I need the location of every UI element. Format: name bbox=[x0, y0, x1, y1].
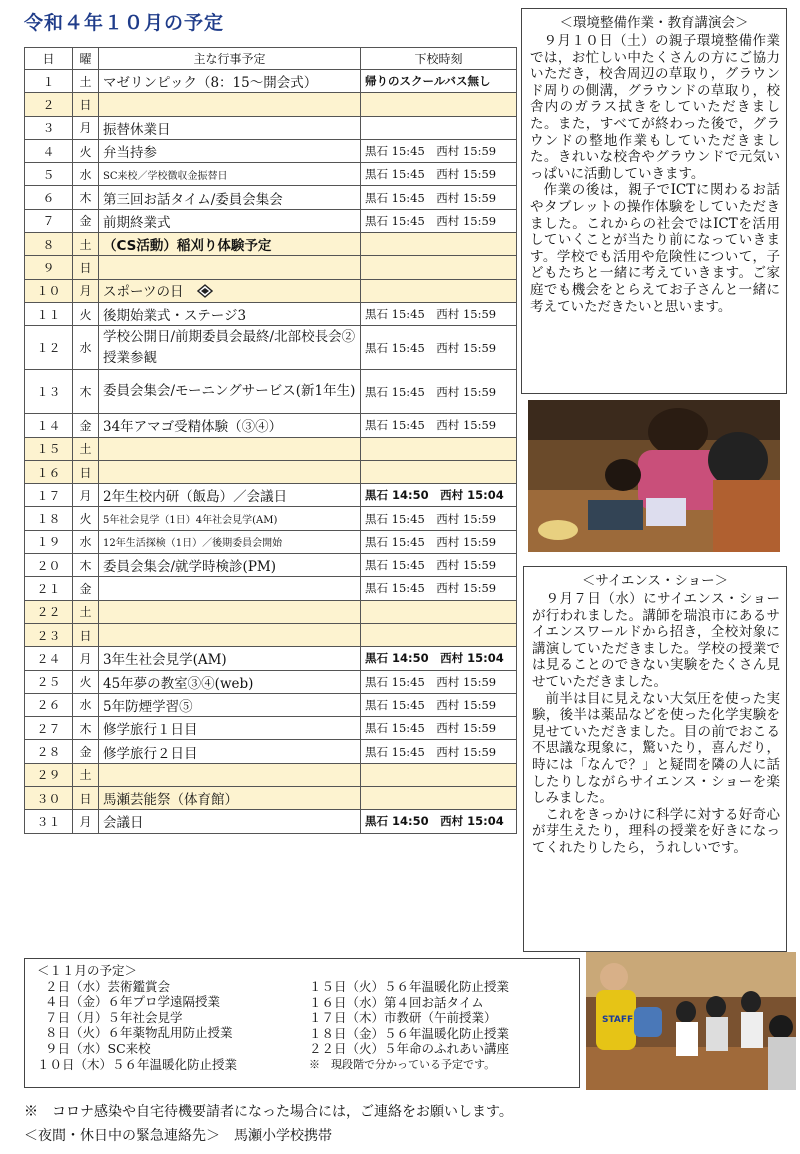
table-row bbox=[25, 740, 517, 763]
event-text: マゼリンピック（8：15～開会式） bbox=[103, 75, 318, 92]
science-box bbox=[523, 566, 787, 952]
november-item: １７日（木）市教研（午前授業） bbox=[309, 1010, 497, 1026]
table-row bbox=[25, 437, 517, 460]
cell-dismissal bbox=[361, 600, 517, 623]
cell-event bbox=[99, 693, 361, 716]
table-row bbox=[25, 554, 517, 577]
cell-event bbox=[99, 763, 361, 786]
cell-dow: 金 bbox=[73, 740, 99, 763]
cell-event bbox=[99, 302, 361, 325]
cell-dow: 火 bbox=[73, 670, 99, 693]
november-item: ７日（月）５年社会見学 bbox=[45, 1009, 183, 1025]
env-paragraph-1: ９月１０日（土）の親子環境整備作業では，お忙しい中たくさんの方にご協力いただき，校舎周辺の草取り，グラウンド周りの側溝，グラウンドの草取り，校舎内のガラス拭きをしていただきました。また，すべてが終わった後で，グラウンドの整地作業もしていただきました。きれいな校舎やグラウンドで元気いっぱいに活動していきます。 bbox=[530, 33, 780, 182]
cell-event bbox=[99, 460, 361, 483]
event-text: 委員会集会/就学時検診(PM) bbox=[103, 559, 276, 576]
cell-dismissal bbox=[361, 437, 517, 460]
table-row bbox=[25, 186, 517, 209]
table-row bbox=[25, 600, 517, 623]
cell-event bbox=[99, 554, 361, 577]
cell-day: １４ bbox=[25, 414, 73, 437]
cell-day: １６ bbox=[25, 460, 73, 483]
november-item: ４日（金）６年プロ学遠隔授業 bbox=[45, 994, 221, 1010]
cell-event bbox=[99, 577, 361, 600]
cell-day: ２５ bbox=[25, 670, 73, 693]
cell-dismissal: 黒石 15:45 西村 15:59 bbox=[361, 740, 517, 763]
cell-dismissal: 黒石 15:45 西村 15:59 bbox=[361, 693, 517, 716]
event-text: 12年生活探検（1日）／後期委員会開始 bbox=[103, 538, 283, 550]
cell-dow: 日 bbox=[73, 460, 99, 483]
cell-dow: 水 bbox=[73, 326, 99, 370]
table-row bbox=[25, 414, 517, 437]
cell-event bbox=[99, 787, 361, 810]
event-text: 修学旅行１日目 bbox=[103, 722, 198, 739]
cell-day: ７ bbox=[25, 209, 73, 232]
header-dow: 曜 bbox=[73, 48, 99, 70]
cell-event bbox=[99, 139, 361, 162]
cell-event bbox=[99, 233, 361, 256]
cell-day: ２８ bbox=[25, 740, 73, 763]
table-row bbox=[25, 530, 517, 553]
cell-day: ２０ bbox=[25, 554, 73, 577]
cell-event bbox=[99, 70, 361, 93]
table-row bbox=[25, 763, 517, 786]
cell-day: ２３ bbox=[25, 623, 73, 646]
cell-dismissal: 黒石 15:45 西村 15:59 bbox=[361, 326, 517, 370]
cell-dow: 火 bbox=[73, 507, 99, 530]
cell-event bbox=[99, 670, 361, 693]
cell-event bbox=[99, 163, 361, 186]
table-row bbox=[25, 670, 517, 693]
cell-dow: 日 bbox=[73, 93, 99, 116]
cell-day: ９ bbox=[25, 256, 73, 279]
cell-dismissal: 黒石 15:45 西村 15:59 bbox=[361, 530, 517, 553]
cell-day: １０ bbox=[25, 279, 73, 302]
cell-dow: 月 bbox=[73, 647, 99, 670]
cell-day: ２４ bbox=[25, 647, 73, 670]
event-text: 委員会集会/モーニングサービス(新1年生) bbox=[103, 383, 356, 400]
cell-day: １５ bbox=[25, 437, 73, 460]
cell-dismissal bbox=[361, 256, 517, 279]
cell-dow: 金 bbox=[73, 577, 99, 600]
cell-dismissal bbox=[361, 279, 517, 302]
table-row bbox=[25, 326, 517, 370]
cell-day: １９ bbox=[25, 530, 73, 553]
table-header-row bbox=[25, 48, 517, 70]
cell-dismissal bbox=[361, 93, 517, 116]
schedule-table bbox=[24, 47, 517, 834]
cell-event bbox=[99, 256, 361, 279]
cell-dow: 木 bbox=[73, 554, 99, 577]
event-text: 第三回お話タイム/委員会集会 bbox=[103, 191, 283, 208]
cell-day: １３ bbox=[25, 370, 73, 414]
table-row bbox=[25, 484, 517, 507]
cell-dow: 火 bbox=[73, 139, 99, 162]
cell-day: ２９ bbox=[25, 763, 73, 786]
cell-dismissal: 黒石 15:45 西村 15:59 bbox=[361, 577, 517, 600]
env-paragraph-2: 作業の後は，親子でICTに関わるお話やタブレットの操作体験をしていただきました。これからの社会ではICTを活用していくことが当たり前になっていきます。学校でも活用や危険性について，子どもたちと一緒に考えていきます。ご家庭でも機会をとらえてお子さんと一緒に考えていただきたいと思います。 bbox=[530, 182, 780, 315]
cell-event bbox=[99, 93, 361, 116]
cell-day: ３１ bbox=[25, 810, 73, 833]
table-row bbox=[25, 93, 517, 116]
cell-event bbox=[99, 600, 361, 623]
table-row bbox=[25, 810, 517, 833]
cell-dow: 月 bbox=[73, 484, 99, 507]
table-row bbox=[25, 693, 517, 716]
photo-science-show bbox=[586, 952, 796, 1090]
november-footnote: ※ 現段階で分かっている予定です。 bbox=[309, 1057, 496, 1071]
cell-dismissal bbox=[361, 116, 517, 139]
cell-dismissal: 黒石 15:45 西村 15:59 bbox=[361, 186, 517, 209]
event-text: 45年夢の教室③④(web) bbox=[103, 675, 254, 692]
env-heading: ＜環境整備作業・教育講演会＞ bbox=[559, 15, 749, 31]
cell-dow: 水 bbox=[73, 693, 99, 716]
cell-event bbox=[99, 326, 361, 370]
cell-day: ５ bbox=[25, 163, 73, 186]
event-text: 会議日 bbox=[103, 815, 144, 832]
cell-day: １ bbox=[25, 70, 73, 93]
cell-day: １２ bbox=[25, 326, 73, 370]
november-item: ９日（水）SC来校 bbox=[45, 1040, 151, 1056]
event-text: 後期始業式・ステージ3 bbox=[103, 308, 247, 325]
photo-ict-session bbox=[528, 400, 780, 552]
cell-day: ２７ bbox=[25, 717, 73, 740]
cell-event bbox=[99, 209, 361, 232]
event-text: （CS活動）稲刈り体験予定 bbox=[103, 238, 272, 255]
event-text: 5年防煙学習⑤ bbox=[103, 698, 193, 715]
cell-event bbox=[99, 530, 361, 553]
event-text: 学校公開日/前期委員会最終/北部校長会②授業参観 bbox=[103, 328, 356, 366]
cell-dismissal: 黒石 15:45 西村 15:59 bbox=[361, 139, 517, 162]
table-row bbox=[25, 279, 517, 302]
event-text: 34年アマゴ受精体験（③④） bbox=[103, 419, 283, 436]
table-row bbox=[25, 302, 517, 325]
cell-dow: 土 bbox=[73, 437, 99, 460]
cell-dow: 木 bbox=[73, 370, 99, 414]
cell-dow: 日 bbox=[73, 256, 99, 279]
cell-dow: 金 bbox=[73, 209, 99, 232]
cell-dismissal bbox=[361, 460, 517, 483]
cell-event bbox=[99, 370, 361, 414]
cell-dismissal: 黒石 14:50 西村 15:04 bbox=[361, 647, 517, 670]
cell-event bbox=[99, 186, 361, 209]
cell-event bbox=[99, 279, 361, 302]
header-dismissal: 下校時刻 bbox=[361, 48, 517, 70]
cell-dismissal: 黒石 15:45 西村 15:59 bbox=[361, 163, 517, 186]
cell-event bbox=[99, 507, 361, 530]
cell-day: ８ bbox=[25, 233, 73, 256]
env-box bbox=[521, 8, 787, 394]
table-row bbox=[25, 116, 517, 139]
event-text: 振替休業日 bbox=[103, 121, 171, 138]
november-item: ８日（火）６年薬物乱用防止授業 bbox=[45, 1025, 233, 1041]
cell-dow: 月 bbox=[73, 810, 99, 833]
cell-dow: 土 bbox=[73, 70, 99, 93]
cell-dow: 日 bbox=[73, 787, 99, 810]
table-row bbox=[25, 209, 517, 232]
cell-dow: 土 bbox=[73, 600, 99, 623]
table-row bbox=[25, 139, 517, 162]
header-day: 日 bbox=[25, 48, 73, 70]
cell-dismissal: 黒石 14:50 西村 15:04 bbox=[361, 484, 517, 507]
event-text: SC来校／学校徴収金振替日 bbox=[103, 170, 228, 182]
november-item: １６日（水）第４回お話タイム bbox=[309, 994, 484, 1010]
event-text: 修学旅行２日目 bbox=[103, 745, 198, 762]
cell-event bbox=[99, 740, 361, 763]
table-row bbox=[25, 623, 517, 646]
cell-dismissal: 帰りのスクールバス無し bbox=[361, 70, 517, 93]
table-row bbox=[25, 370, 517, 414]
cell-dismissal bbox=[361, 233, 517, 256]
cell-dismissal: 黒石 15:45 西村 15:59 bbox=[361, 507, 517, 530]
table-row bbox=[25, 787, 517, 810]
cell-event bbox=[99, 717, 361, 740]
table-row bbox=[25, 163, 517, 186]
table-row bbox=[25, 460, 517, 483]
cell-dow: 月 bbox=[73, 116, 99, 139]
event-text: 3年生社会見学(AM) bbox=[103, 652, 227, 669]
november-item: １５日（火）５６年温暖化防止授業 bbox=[309, 979, 510, 994]
event-text: 馬瀬芸能祭（体育館） bbox=[103, 792, 238, 809]
cell-day: １８ bbox=[25, 507, 73, 530]
cell-dismissal: 黒石 15:45 西村 15:59 bbox=[361, 670, 517, 693]
science-heading: ＜サイエンス・ショー＞ bbox=[581, 573, 729, 589]
science-paragraph-1: ９月７日（水）にサイエンス・ショーが行われました。講師を瑞浪市にあるサイエンスワールドから招き，全校対象に講演していただきました。学校の授業では見ることのできない実験をたくさん見せていただきました。 bbox=[532, 591, 780, 690]
event-text: 5年社会見学（1日）4年社会見学(AM) bbox=[103, 515, 278, 527]
cell-event bbox=[99, 116, 361, 139]
cell-day: １７ bbox=[25, 484, 73, 507]
cell-day: ６ bbox=[25, 186, 73, 209]
cell-dow: 月 bbox=[73, 279, 99, 302]
november-item: ２日（水）芸術鑑賞会 bbox=[45, 978, 171, 994]
emergency-contact: ＜夜間・休日中の緊急連絡先＞ 馬瀬小学校携帯 bbox=[24, 1128, 332, 1144]
table-row bbox=[25, 647, 517, 670]
cell-day: ４ bbox=[25, 139, 73, 162]
cell-dismissal: 黒石 15:45 西村 15:59 bbox=[361, 370, 517, 414]
cell-dismissal bbox=[361, 787, 517, 810]
cell-event bbox=[99, 414, 361, 437]
event-text: 2年生校内研（飯島）／会議日 bbox=[103, 489, 288, 506]
november-item: ２２日（火）５年命のふれあい講座 bbox=[309, 1041, 510, 1057]
cell-dow: 金 bbox=[73, 414, 99, 437]
cell-dismissal bbox=[361, 623, 517, 646]
science-paragraph-3: これをきっかけに科学に対する好奇心が芽生えたり，理科の授業を好きになってくれたりしたら，うれしいです。 bbox=[532, 806, 780, 856]
event-text: 前期終業式 bbox=[103, 214, 171, 231]
cell-event bbox=[99, 437, 361, 460]
staff-shirt-text: STAFF bbox=[602, 1015, 634, 1025]
sports-day-icon bbox=[197, 284, 213, 302]
cell-dismissal: 黒石 15:45 西村 15:59 bbox=[361, 717, 517, 740]
science-paragraph-2: 前半は目に見えない大気圧を使った実験，後半は薬品などを使った化学実験を見せていただきました。目の前でおこる不思議な現象に，驚いたり，喜んだり，時には「なんで？」と疑問を隣の人に話したりしながらサイエンス・ショーを楽しみました。 bbox=[532, 690, 780, 807]
table-row bbox=[25, 507, 517, 530]
cell-dismissal bbox=[361, 763, 517, 786]
cell-dow: 水 bbox=[73, 163, 99, 186]
table-row bbox=[25, 577, 517, 600]
cell-dismissal: 黒石 15:45 西村 15:59 bbox=[361, 302, 517, 325]
cell-dow: 火 bbox=[73, 302, 99, 325]
cell-dow: 木 bbox=[73, 186, 99, 209]
event-text: スポーツの日 bbox=[103, 284, 184, 301]
cell-event bbox=[99, 484, 361, 507]
header-events: 主な行事予定 bbox=[99, 48, 361, 70]
table-row bbox=[25, 256, 517, 279]
cell-event bbox=[99, 623, 361, 646]
cell-day: ２１ bbox=[25, 577, 73, 600]
cell-dow: 水 bbox=[73, 530, 99, 553]
table-row bbox=[25, 717, 517, 740]
cell-event bbox=[99, 810, 361, 833]
event-text: 弁当持参 bbox=[103, 145, 157, 162]
cell-day: ２ bbox=[25, 93, 73, 116]
cell-dismissal: 黒石 14:50 西村 15:04 bbox=[361, 810, 517, 833]
november-schedule bbox=[24, 958, 580, 1088]
cell-dismissal: 黒石 15:45 西村 15:59 bbox=[361, 414, 517, 437]
cell-event bbox=[99, 647, 361, 670]
cell-dismissal: 黒石 15:45 西村 15:59 bbox=[361, 209, 517, 232]
cell-day: ３ bbox=[25, 116, 73, 139]
november-item: １０日（木）５６年温暖化防止授業 bbox=[37, 1056, 238, 1072]
cell-dow: 土 bbox=[73, 763, 99, 786]
cell-dismissal: 黒石 15:45 西村 15:59 bbox=[361, 554, 517, 577]
cell-dow: 土 bbox=[73, 233, 99, 256]
cell-dow: 日 bbox=[73, 623, 99, 646]
cell-dow: 木 bbox=[73, 717, 99, 740]
november-heading: ＜１１月の予定＞ bbox=[37, 963, 138, 978]
cell-day: ２６ bbox=[25, 693, 73, 716]
covid-note: ※ コロナ感染や自宅待機要請者になった場合には，ご連絡をお願いします。 bbox=[24, 1104, 513, 1120]
cell-day: ３０ bbox=[25, 787, 73, 810]
table-row bbox=[25, 70, 517, 93]
footer-notes bbox=[24, 1100, 513, 1148]
page-title: 令和４年１０月の予定 bbox=[24, 12, 225, 34]
november-item: １８日（金）５６年温暖化防止授業 bbox=[309, 1025, 510, 1041]
cell-day: ２２ bbox=[25, 600, 73, 623]
table-row bbox=[25, 233, 517, 256]
cell-day: １１ bbox=[25, 302, 73, 325]
